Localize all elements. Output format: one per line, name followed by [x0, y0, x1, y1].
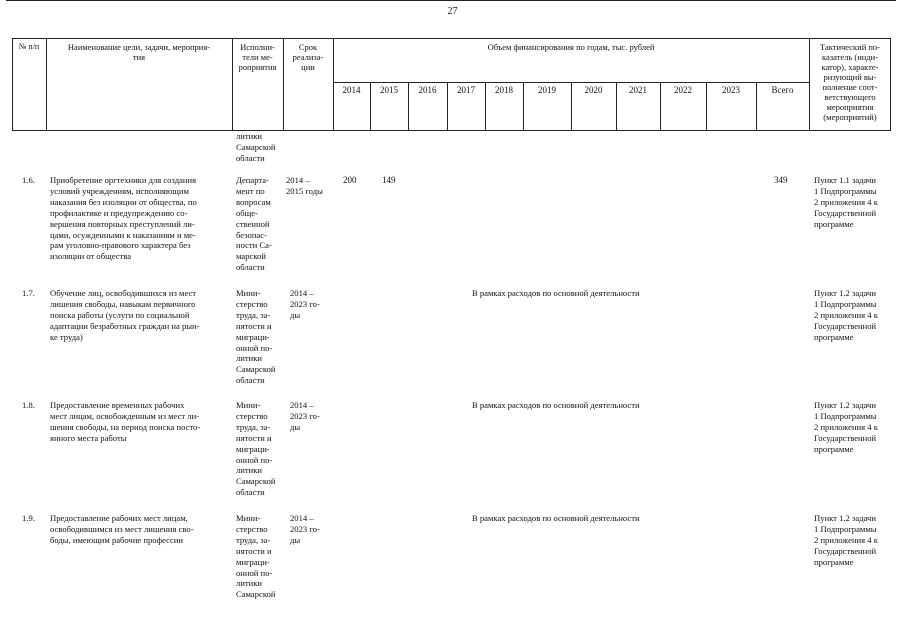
row-executor: Мини- стерство труда, за- нятости и миграци- онной по- литики Самарской области — [236, 400, 276, 498]
row-term: 2014 – 2015 годы — [286, 175, 323, 196]
year-2014: 2014 — [342, 85, 361, 95]
row-indicator: Пункт 1.1 задачи 1 Подпрограммы 2 приложения 4 к Государственной программе — [814, 175, 878, 229]
header-top-border — [12, 38, 891, 39]
row-executor: Мини- стерство труда, за- нятости и миграци- онной по- литики Самарской — [236, 513, 276, 600]
row-indicator: Пункт 1.2 задачи 1 Подпрограммы 2 приложения 4 к Государственной программе — [814, 513, 878, 567]
year-2020: 2020 — [584, 85, 603, 95]
executor-carry-over: литики Самарской области — [236, 131, 276, 163]
row-value-total: 349 — [774, 175, 788, 185]
header-col-name: Наименование цели, задачи, мероприя- тия — [67, 42, 211, 62]
header-col-term: Срок реализа- ции — [292, 42, 324, 72]
row-name: Обучение лиц, освободившихся из мест лишения свободы, навыкам первичного поиска работы (услуги по социальной адаптации безработных граждан на рын- ке труда) — [50, 288, 200, 342]
row-name: Приобретение оргтехники для создания условий учреждениям, исполняющим наказания без изоляции от общества, по профилактике и предупреждению со- вершения повторных преступлений ли- цами, осужденными к наказаниям и ме- рам уголовно-правового характера без изоляции от общества — [50, 175, 197, 262]
header-col-executor: Исполни- тели ме- роприятия — [238, 42, 277, 72]
header-col-num: № п/п — [18, 42, 40, 51]
row-value-2014: 200 — [343, 175, 357, 185]
row-executor: Департа- мент по вопросам обще- ственной безопас- ности Са- марской области — [236, 175, 272, 273]
page-number: 27 — [447, 6, 458, 17]
row-term: 2014 – 2023 го- ды — [290, 400, 320, 432]
row-indicator: Пункт 1.2 задачи 1 Подпрограммы 2 приложения 4 к Государственной программе — [814, 288, 878, 342]
top-rule — [6, 0, 896, 1]
year-2017: 2017 — [457, 85, 475, 95]
row-name: Предоставление рабочих мест лицам, освободившимся из мест лишения сво- боды, имеющим рабочие профессии — [50, 513, 194, 545]
row-indicator: Пункт 1.2 задачи 1 Подпрограммы 2 приложения 4 к Государственной программе — [814, 400, 878, 454]
row-number: 1.6. — [22, 175, 35, 185]
row-finance-note: В рамках расходов по основной деятельности — [472, 288, 640, 298]
row-name: Предоставление временных рабочих мест лицам, освобожденным из мест ли- шения свободы, на период поиска посто- янного места работы — [50, 400, 201, 443]
year-2023: 2023 — [722, 85, 740, 95]
header-col-finance: Объем финансирования по годам, тыс. рублей — [487, 42, 655, 52]
row-number: 1.8. — [22, 400, 35, 410]
header-bottom-border — [12, 130, 891, 131]
row-term: 2014 – 2023 го- ды — [290, 288, 320, 320]
row-number: 1.9. — [22, 513, 35, 523]
year-2018: 2018 — [495, 85, 513, 95]
year-2015: 2015 — [380, 85, 398, 95]
row-finance-note: В рамках расходов по основной деятельности — [472, 513, 640, 523]
header-col-indicator: Тактический по- казатель (инди- катор), характе- ризующий вы- полнение соот- ветствующего мероприятия (мероприятий) — [819, 42, 881, 122]
year-2021: 2021 — [629, 85, 647, 95]
year-2019: 2019 — [538, 85, 556, 95]
year-2022: 2022 — [674, 85, 692, 95]
row-executor: Мини- стерство труда, за- нятости и миграци- онной по- литики Самарской области — [236, 288, 276, 386]
row-term: 2014 – 2023 го- ды — [290, 513, 320, 545]
row-number: 1.7. — [22, 288, 35, 298]
row-value-2015: 149 — [382, 175, 396, 185]
year-2016: 2016 — [418, 85, 437, 95]
row-finance-note: В рамках расходов по основной деятельности — [472, 400, 640, 410]
year-total: Всего — [771, 85, 794, 95]
